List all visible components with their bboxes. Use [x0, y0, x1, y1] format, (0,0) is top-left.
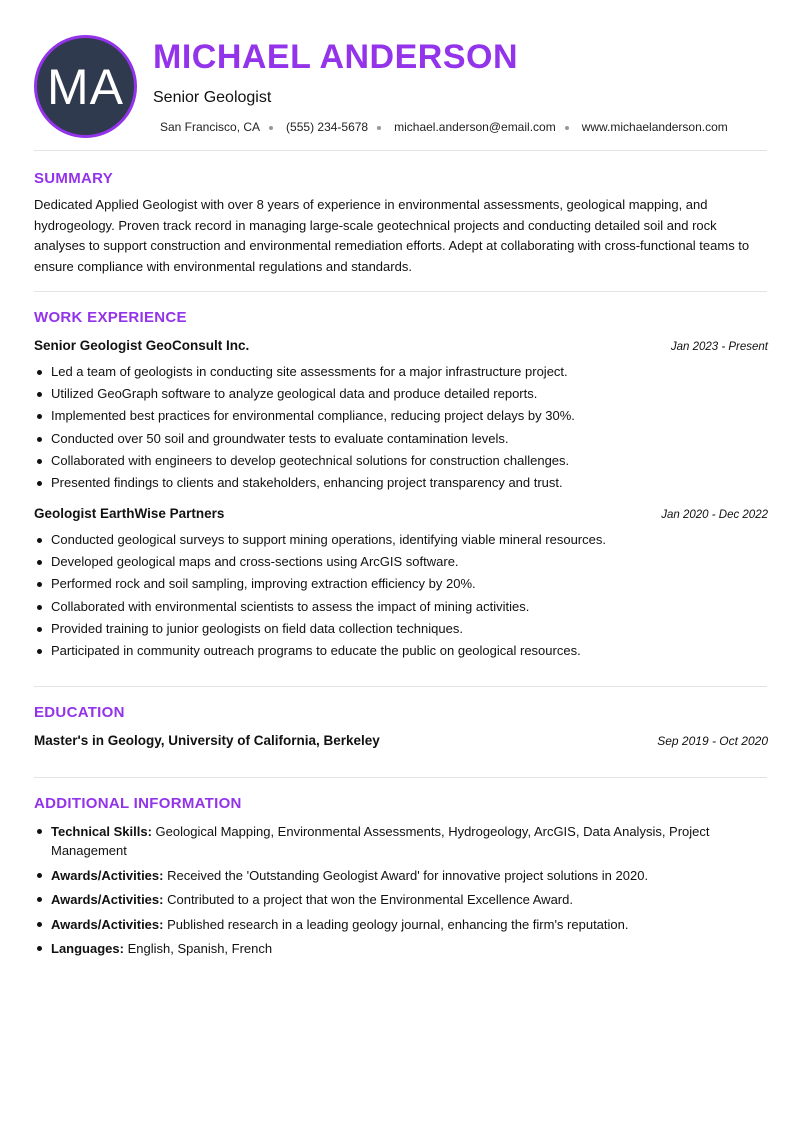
experience-heading: WORK EXPERIENCE [34, 309, 187, 326]
contact-bar [160, 120, 728, 134]
list-item [51, 939, 741, 958]
education-entry [34, 733, 768, 748]
additional-heading: ADDITIONAL INFORMATION [34, 795, 242, 812]
list-item: Conducted over 50 soil and groundwater tests to evaluate contamination levels. [51, 428, 768, 450]
job-date: Jan 2023 - Present [670, 341, 768, 353]
list-item: Implemented best practices for environmental compliance, reducing project delays by 30%. [51, 405, 768, 427]
separator-dot [269, 126, 273, 130]
list-item: Collaborated with environmental scientists to assess the impact of mining activities. [51, 596, 768, 618]
item-text: English, Spanish, French [127, 941, 273, 956]
section-divider [34, 150, 767, 151]
job-role: Geologist EarthWise Partners [34, 506, 225, 521]
separator-dot [377, 126, 381, 130]
item-text: Geological Mapping, Environmental Assessments, Hydrogeology, ArcGIS, Data Analysis, Project Management [51, 824, 710, 858]
job-header [34, 338, 768, 353]
avatar-initials: MA [47, 58, 124, 115]
list-item: Led a team of geologists in conducting site assessments for a major infrastructure project. [51, 361, 768, 383]
list-item: Performed rock and soil sampling, improving extraction efficiency by 20%. [51, 573, 768, 595]
list-item [51, 890, 741, 909]
avatar [34, 35, 137, 138]
separator-dot [565, 126, 569, 130]
list-item: Provided training to junior geologists on field data collection techniques. [51, 618, 768, 640]
item-text: Contributed to a project that won the Environmental Excellence Award. [167, 892, 573, 907]
contact-website[interactable]: www.michaelanderson.com [581, 120, 728, 134]
section-divider [34, 686, 767, 687]
item-label: Awards/Activities: [51, 892, 164, 907]
list-item [51, 866, 741, 885]
contact-email[interactable]: michael.anderson@email.com [394, 120, 556, 134]
job-role: Senior Geologist GeoConsult Inc. [34, 338, 250, 353]
list-item [51, 822, 741, 860]
candidate-name: MICHAEL ANDERSON [153, 38, 519, 76]
item-label: Languages: [51, 941, 124, 956]
summary-text: Dedicated Applied Geologist with over 8 years of experience in environmental assessments, geological mapping, and hydrogeology. Proven track record in managing large-scale geotechnical projects and conducting detailed soil and rock analyses to support construction and environmental remediation efforts. Adept at collaborating with cross-functional teams to ensure compliance with environmental regulations and standards. [34, 197, 750, 274]
item-label: Awards/Activities: [51, 867, 164, 883]
summary-heading: SUMMARY [34, 170, 114, 187]
list-item: Participated in community outreach programs to educate the public on geological resources. [51, 640, 768, 662]
list-item: Developed geological maps and cross-sections using ArcGIS software. [51, 551, 768, 573]
education-heading: EDUCATION [34, 704, 125, 721]
list-item: Conducted geological surveys to support mining operations, identifying viable mineral resources. [51, 529, 768, 551]
additional-list [51, 822, 741, 964]
job-bullets [51, 361, 768, 494]
education-date: Sep 2019 - Oct 2020 [657, 734, 768, 748]
section-divider [34, 291, 767, 292]
job-header [34, 506, 768, 521]
list-item: Collaborated with engineers to develop geotechnical solutions for construction challenges. [51, 450, 768, 472]
item-text: Received the 'Outstanding Geologist Award' for innovative project solutions in 2020. [167, 867, 649, 883]
contact-location: San Francisco, CA [160, 120, 261, 134]
item-label: Technical Skills: [51, 824, 152, 839]
item-label: Awards/Activities: [51, 916, 164, 932]
job-bullets [51, 529, 768, 662]
candidate-title: Senior Geologist [153, 89, 272, 106]
section-divider [34, 777, 767, 778]
item-text: Published research in a leading geology journal, enhancing the firm's reputation. [167, 916, 629, 932]
degree: Master's in Geology, University of California, Berkeley [34, 733, 380, 748]
job-date: Jan 2020 - Dec 2022 [661, 509, 768, 521]
list-item: Presented findings to clients and stakeholders, enhancing project transparency and trust. [51, 472, 768, 494]
list-item: Utilized GeoGraph software to analyze geological data and produce detailed reports. [51, 383, 768, 405]
contact-phone: (555) 234-5678 [286, 120, 369, 134]
list-item [51, 915, 741, 934]
